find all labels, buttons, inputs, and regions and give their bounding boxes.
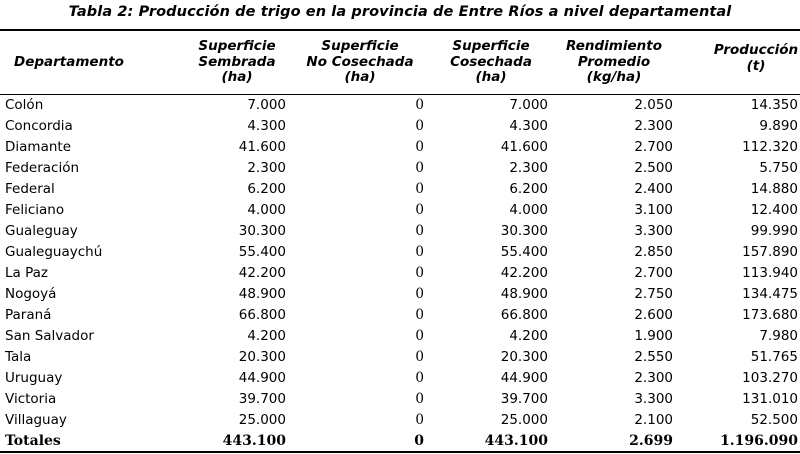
- superficie-sembrada-cell: 55.400: [238, 243, 286, 260]
- departamento-cell: Diamante: [5, 138, 71, 155]
- departamento-cell: Victoria: [5, 390, 57, 407]
- superficie-no-cosechada-cell: 0: [415, 369, 424, 386]
- departamento-cell: Colón: [5, 96, 44, 113]
- departamento-cell: Feliciano: [5, 201, 65, 218]
- superficie-sembrada-cell: 42.200: [238, 264, 286, 281]
- superficie-no-cosechada-cell: 0: [415, 138, 424, 155]
- produccion-cell: 14.880: [750, 180, 798, 197]
- produccion-cell: 131.010: [742, 390, 798, 407]
- table-header-row: [0, 30, 800, 94]
- departamento-cell: Gualeguaychú: [5, 243, 103, 260]
- produccion-cell: 52.500: [750, 411, 798, 428]
- table-caption: Tabla 2: Producción de trigo en la provincia de Entre Ríos a nivel departamental: [68, 4, 732, 20]
- superficie-no-cosechada-cell: 0: [415, 222, 424, 239]
- wheat-production-table: [0, 29, 800, 453]
- header-superficie-cosechada: Superficie Cosechada (ha): [450, 38, 532, 85]
- departamento-cell: Gualeguay: [5, 222, 78, 239]
- rendimiento-promedio-cell: 2.550: [634, 348, 673, 365]
- superficie-sembrada-cell: 25.000: [238, 411, 286, 428]
- departamento-cell: Federación: [5, 159, 80, 176]
- table-row: [0, 94, 800, 116]
- produccion-cell: 14.350: [750, 96, 798, 113]
- superficie-cosechada-cell: 2.300: [509, 159, 548, 176]
- table-row: [0, 368, 800, 389]
- table-row: [0, 347, 800, 368]
- table-row: [0, 410, 800, 431]
- superficie-cosechada-cell: 48.900: [500, 285, 548, 302]
- superficie-cosechada-cell: 44.900: [500, 369, 548, 386]
- totals-superficie-sembrada: 443.100: [222, 432, 286, 449]
- totals-superficie-no-cosechada: 0: [414, 432, 424, 449]
- produccion-cell: 157.890: [742, 243, 798, 260]
- produccion-cell: 99.990: [750, 222, 798, 239]
- rendimiento-promedio-cell: 2.600: [634, 306, 673, 323]
- table-row: [0, 389, 800, 410]
- superficie-cosechada-cell: 39.700: [500, 390, 548, 407]
- superficie-sembrada-cell: 30.300: [238, 222, 286, 239]
- superficie-no-cosechada-cell: 0: [415, 201, 424, 218]
- produccion-cell: 134.475: [742, 285, 798, 302]
- superficie-sembrada-cell: 6.200: [247, 180, 286, 197]
- rendimiento-promedio-cell: 2.400: [634, 180, 673, 197]
- superficie-cosechada-cell: 55.400: [500, 243, 548, 260]
- superficie-sembrada-cell: 4.000: [247, 201, 286, 218]
- departamento-cell: La Paz: [5, 264, 48, 281]
- rendimiento-promedio-cell: 3.300: [634, 390, 673, 407]
- table-row: [0, 326, 800, 347]
- superficie-cosechada-cell: 4.000: [509, 201, 548, 218]
- superficie-cosechada-cell: 6.200: [509, 180, 548, 197]
- header-rendimiento-promedio: Rendimiento Promedio (kg/ha): [566, 38, 662, 85]
- superficie-cosechada-cell: 30.300: [500, 222, 548, 239]
- rendimiento-promedio-cell: 2.700: [634, 264, 673, 281]
- table-row: [0, 263, 800, 284]
- superficie-sembrada-cell: 48.900: [238, 285, 286, 302]
- produccion-cell: 173.680: [742, 306, 798, 323]
- produccion-cell: 5.750: [759, 159, 798, 176]
- rendimiento-promedio-cell: 2.700: [634, 138, 673, 155]
- header-produccion: Producción (t): [713, 42, 799, 74]
- departamento-cell: San Salvador: [5, 327, 94, 344]
- departamento-cell: Uruguay: [5, 369, 63, 386]
- totals-produccion: 1.196.090: [720, 432, 798, 449]
- table-row: [0, 242, 800, 263]
- superficie-no-cosechada-cell: 0: [415, 306, 424, 323]
- superficie-cosechada-cell: 4.300: [509, 117, 548, 134]
- superficie-cosechada-cell: 20.300: [500, 348, 548, 365]
- rendimiento-promedio-cell: 2.750: [634, 285, 673, 302]
- departamento-cell: Paraná: [5, 306, 52, 323]
- departamento-cell: Villaguay: [5, 411, 67, 428]
- superficie-no-cosechada-cell: 0: [415, 411, 424, 428]
- table-row: [0, 179, 800, 200]
- produccion-cell: 9.890: [759, 117, 798, 134]
- departamento-cell: Federal: [5, 180, 55, 197]
- departamento-cell: Concordia: [5, 117, 73, 134]
- rendimiento-promedio-cell: 2.050: [634, 96, 673, 113]
- superficie-sembrada-cell: 2.300: [247, 159, 286, 176]
- superficie-sembrada-cell: 4.200: [247, 327, 286, 344]
- rendimiento-promedio-cell: 2.850: [634, 243, 673, 260]
- table-row: [0, 158, 800, 179]
- totals-label: Totales: [5, 432, 61, 449]
- totals-superficie-cosechada: 443.100: [484, 432, 548, 449]
- superficie-cosechada-cell: 66.800: [500, 306, 548, 323]
- table-row: [0, 200, 800, 221]
- rendimiento-promedio-cell: 2.500: [634, 159, 673, 176]
- superficie-no-cosechada-cell: 0: [415, 264, 424, 281]
- rendimiento-promedio-cell: 2.300: [634, 369, 673, 386]
- superficie-sembrada-cell: 41.600: [238, 138, 286, 155]
- superficie-no-cosechada-cell: 0: [415, 348, 424, 365]
- rendimiento-promedio-cell: 3.300: [634, 222, 673, 239]
- header-departamento: Departamento: [14, 53, 124, 70]
- superficie-no-cosechada-cell: 0: [415, 390, 424, 407]
- totals-row: [0, 431, 800, 452]
- departamento-cell: Nogoyá: [5, 285, 57, 302]
- table-row: [0, 305, 800, 326]
- superficie-sembrada-cell: 66.800: [238, 306, 286, 323]
- rendimiento-promedio-cell: 1.900: [634, 327, 673, 344]
- table-row: [0, 221, 800, 242]
- superficie-sembrada-cell: 44.900: [238, 369, 286, 386]
- totals-rendimiento-promedio: 2.699: [629, 432, 673, 449]
- produccion-cell: 112.320: [742, 138, 798, 155]
- header-superficie-no-cosechada: Superficie No Cosechada (ha): [306, 38, 414, 85]
- table-row: [0, 137, 800, 158]
- produccion-cell: 7.980: [759, 327, 798, 344]
- superficie-cosechada-cell: 7.000: [509, 96, 548, 113]
- superficie-cosechada-cell: 42.200: [500, 264, 548, 281]
- superficie-no-cosechada-cell: 0: [415, 159, 424, 176]
- superficie-sembrada-cell: 39.700: [238, 390, 286, 407]
- superficie-no-cosechada-cell: 0: [415, 96, 424, 113]
- superficie-cosechada-cell: 25.000: [500, 411, 548, 428]
- superficie-no-cosechada-cell: 0: [415, 180, 424, 197]
- produccion-cell: 12.400: [750, 201, 798, 218]
- rendimiento-promedio-cell: 3.100: [634, 201, 673, 218]
- superficie-sembrada-cell: 4.300: [247, 117, 286, 134]
- produccion-cell: 103.270: [742, 369, 798, 386]
- superficie-sembrada-cell: 7.000: [247, 96, 286, 113]
- rendimiento-promedio-cell: 2.100: [634, 411, 673, 428]
- superficie-no-cosechada-cell: 0: [415, 117, 424, 134]
- superficie-no-cosechada-cell: 0: [415, 285, 424, 302]
- header-superficie-sembrada: Superficie Sembrada (ha): [198, 38, 276, 85]
- rendimiento-promedio-cell: 2.300: [634, 117, 673, 134]
- table-row: [0, 116, 800, 137]
- produccion-cell: 51.765: [750, 348, 798, 365]
- produccion-cell: 113.940: [742, 264, 798, 281]
- superficie-no-cosechada-cell: 0: [415, 327, 424, 344]
- superficie-sembrada-cell: 20.300: [238, 348, 286, 365]
- table-row: [0, 284, 800, 305]
- superficie-cosechada-cell: 41.600: [500, 138, 548, 155]
- superficie-cosechada-cell: 4.200: [509, 327, 548, 344]
- departamento-cell: Tala: [5, 348, 32, 365]
- superficie-no-cosechada-cell: 0: [415, 243, 424, 260]
